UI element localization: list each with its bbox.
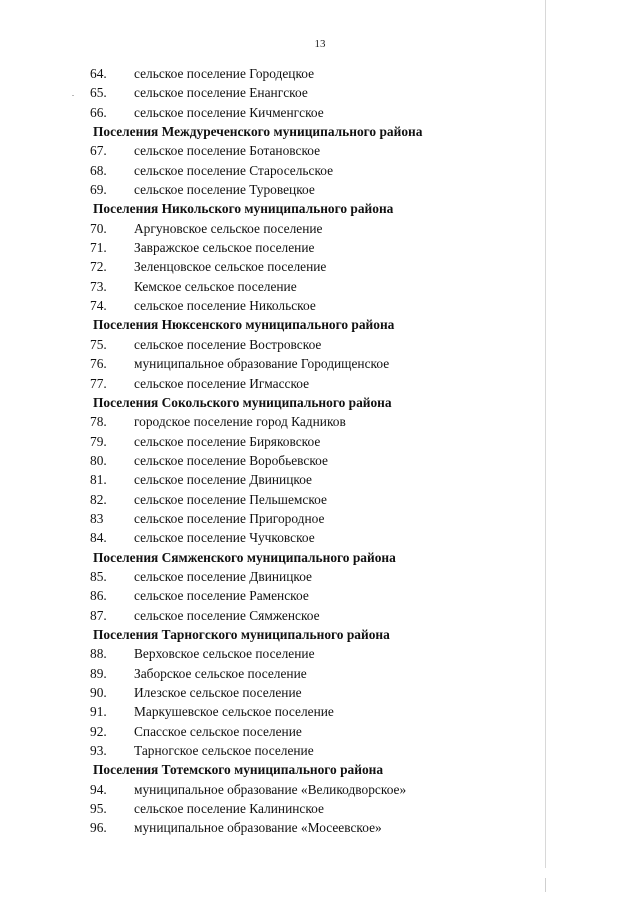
list-item xyxy=(90,722,530,741)
item-number: 69. xyxy=(90,182,107,198)
item-number: 77. xyxy=(90,375,107,391)
item-number: 71. xyxy=(90,240,107,256)
settlement-name: сельское поселение Двиницкое xyxy=(134,472,313,488)
page-edge-line xyxy=(545,0,546,868)
item-number: 72. xyxy=(90,259,107,275)
item-number: 96. xyxy=(90,820,107,836)
list-item xyxy=(90,374,530,393)
settlement-name: сельское поселение Туровецкое xyxy=(134,182,315,198)
item-number: 80. xyxy=(90,452,107,468)
item-number: 78. xyxy=(90,414,107,430)
settlement-name: сельское поселение Сямженское xyxy=(134,607,320,623)
district-heading: Поселения Сокольского муниципального района xyxy=(93,394,392,410)
settlement-name: сельское поселение Игмасское xyxy=(134,375,310,391)
list-item xyxy=(90,799,530,818)
list-item xyxy=(90,683,530,702)
settlement-list xyxy=(90,64,530,838)
settlement-name: сельское поселение Никольское xyxy=(134,298,316,314)
list-item xyxy=(90,103,530,122)
item-number: 65. xyxy=(90,85,107,101)
item-number: 64. xyxy=(90,66,107,81)
list-item xyxy=(90,702,530,721)
item-number: 89. xyxy=(90,665,107,681)
item-number: 94. xyxy=(90,781,107,797)
settlement-name: Маркушевское сельское поселение xyxy=(134,704,334,720)
list-item xyxy=(90,335,530,354)
item-number: 75. xyxy=(90,336,107,352)
district-heading: Поселения Тотемского муниципального района xyxy=(93,762,384,778)
item-number: 93. xyxy=(90,743,107,759)
list-item xyxy=(90,586,530,605)
page-edge-mark xyxy=(545,878,546,892)
list-item xyxy=(90,490,530,509)
list-item xyxy=(90,277,530,296)
item-number: 95. xyxy=(90,801,107,817)
district-heading: Поселения Никольского муниципального района xyxy=(93,201,394,217)
list-item xyxy=(90,432,530,451)
item-number: 74. xyxy=(90,298,107,314)
settlement-name: Заборское сельское поселение xyxy=(134,665,307,681)
item-number: 66. xyxy=(90,104,107,120)
list-item xyxy=(90,451,530,470)
settlement-name: сельское поселение Биряковское xyxy=(134,433,321,449)
list-item xyxy=(90,567,530,586)
list-item xyxy=(90,354,530,373)
settlement-name: сельское поселение Ботановское xyxy=(134,143,321,159)
list-item xyxy=(90,606,530,625)
settlement-name: Завражское сельское поселение xyxy=(134,240,315,256)
settlement-name: Зеленцовское сельское поселение xyxy=(134,259,327,275)
list-item xyxy=(90,644,530,663)
settlement-name: муниципальное образование «Мосеевское» xyxy=(134,820,382,836)
settlement-name: сельское поселение Востровское xyxy=(134,336,322,352)
settlement-name: сельское поселение Калининское xyxy=(134,801,324,817)
list-item xyxy=(90,412,530,431)
item-number: 76. xyxy=(90,356,107,372)
item-number: 88. xyxy=(90,646,107,662)
list-item xyxy=(90,818,530,837)
list-item xyxy=(90,780,530,799)
page-number: 13 xyxy=(314,38,326,50)
item-number: 68. xyxy=(90,162,107,178)
list-item xyxy=(90,664,530,683)
item-number: 86. xyxy=(90,588,107,604)
item-number: 91. xyxy=(90,704,107,720)
district-heading: Поселения Нюксенского муниципального района xyxy=(93,317,395,333)
list-item xyxy=(90,470,530,489)
list-item xyxy=(90,238,530,257)
settlement-name: сельское поселение Кичменгское xyxy=(134,104,324,120)
item-number: 82. xyxy=(90,491,107,507)
item-number: 87. xyxy=(90,607,107,623)
list-item xyxy=(90,180,530,199)
item-number: 83 xyxy=(90,510,104,526)
district-heading: Поселения Тарногского муниципального района xyxy=(93,626,390,642)
item-number: 85. xyxy=(90,568,107,584)
list-item xyxy=(90,296,530,315)
settlement-name: Кемское сельское поселение xyxy=(134,278,297,294)
list-item xyxy=(90,141,530,160)
settlement-name: сельское поселение Двиницкое xyxy=(134,568,313,584)
settlement-name: сельское поселение Пельшемское xyxy=(134,491,327,507)
settlement-name: сельское поселение Енангское xyxy=(134,85,308,101)
settlement-name: сельское поселение Старосельское xyxy=(134,162,334,178)
list-item xyxy=(90,161,530,180)
settlement-name: Верховское сельское поселение xyxy=(134,646,315,662)
settlement-name: Аргуновское сельское поселение xyxy=(134,220,323,236)
settlement-name: сельское поселение Воробьевское xyxy=(134,452,328,468)
settlement-name: Илезское сельское поселение xyxy=(134,685,302,700)
settlement-name: муниципальное образование «Великодворское» xyxy=(134,781,407,797)
list-item xyxy=(90,528,530,547)
item-number: 79. xyxy=(90,433,107,449)
list-item xyxy=(90,257,530,276)
list-item xyxy=(90,83,530,102)
list-item xyxy=(90,741,530,760)
district-heading: Поселения Сямженского муниципального района xyxy=(93,549,396,565)
settlement-name: сельское поселение Раменское xyxy=(134,588,309,604)
settlement-name: сельское поселение Городецкое xyxy=(134,66,315,81)
list-item xyxy=(90,64,530,83)
settlement-name: Спасское сельское поселение xyxy=(134,723,302,739)
list-item xyxy=(90,219,530,238)
item-number: 67. xyxy=(90,143,107,159)
district-heading: Поселения Междуреченского муниципального района xyxy=(93,124,423,140)
item-number: 73. xyxy=(90,278,107,294)
item-number: 84. xyxy=(90,530,107,546)
item-number: 70. xyxy=(90,220,107,236)
list-item xyxy=(90,509,530,528)
item-number: 90. xyxy=(90,685,107,700)
item-number: 81. xyxy=(90,472,107,488)
settlement-name: городское поселение город Кадников xyxy=(134,414,346,430)
scan-speck xyxy=(72,95,74,96)
settlement-name: Тарногское сельское поселение xyxy=(134,743,314,759)
item-number: 92. xyxy=(90,723,107,739)
settlement-name: сельское поселение Чучковское xyxy=(134,530,315,546)
settlement-name: муниципальное образование Городищенское xyxy=(134,356,390,372)
settlement-name: сельское поселение Пригородное xyxy=(134,510,325,526)
